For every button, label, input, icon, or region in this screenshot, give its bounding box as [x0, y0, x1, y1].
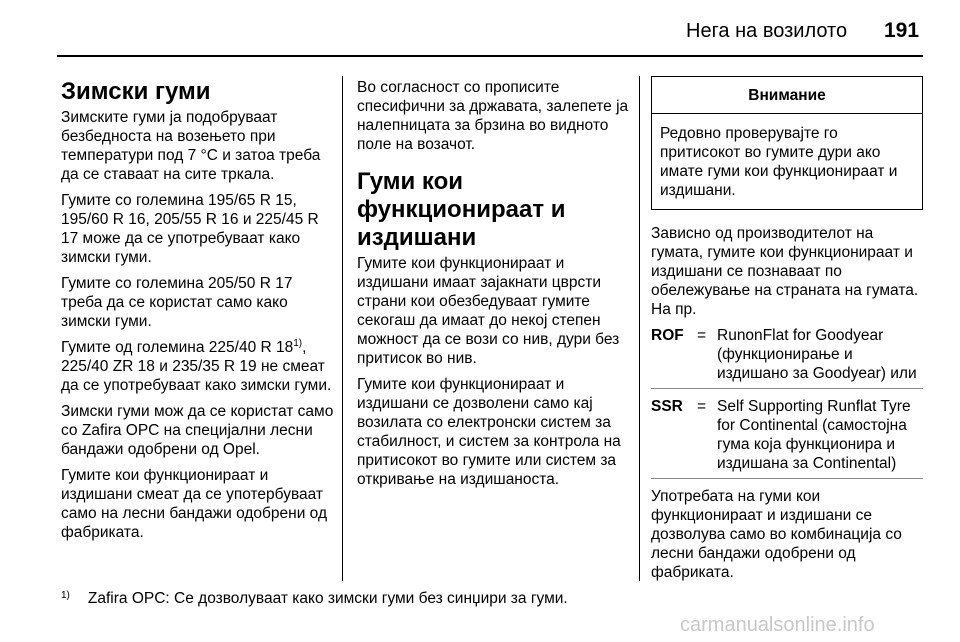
caution-text: Редовно проверувајте го притисокот во гумите дури ако имате гуми кои функционираат и издишани.: [660, 125, 898, 199]
paragraph-with-footnote: [61, 338, 337, 395]
footnote: [61, 590, 568, 608]
left-column: [61, 78, 337, 549]
abbreviation-divider: [651, 388, 923, 389]
winter-tyres-heading: Зимски гуми: [61, 78, 211, 105]
abbreviation-value: RunonFlat for Goodyear (функционирање и издишано за Goodyear) или: [717, 327, 917, 382]
page-number: 191: [884, 19, 920, 42]
runflat-tyres-heading: Гуми кои функционираат и издишани: [357, 168, 566, 251]
middle-column: [357, 78, 632, 496]
paragraph: Во согласност со прописите спесифични за државата, залепете ја налепницата за брзина во видното поле на возачот.: [357, 79, 629, 153]
abbreviation-row-rof: [651, 326, 923, 383]
header-rule: [57, 55, 923, 57]
abbreviation-key: SSR: [651, 398, 683, 415]
abbreviation-row-ssr: [651, 397, 923, 473]
abbreviation-divider: [651, 478, 923, 479]
caution-title: Внимание: [652, 77, 922, 114]
footnote-mark: 1): [61, 590, 70, 601]
paragraph-text: , 225/40 ZR 18 и 235/35 R 19 не смеат да се употребуваат како зимски гуми.: [61, 339, 332, 394]
abbreviation-value: Self Supporting Runflat Tyre for Continental (самостојна гума која функционира и издишана за Continental): [717, 398, 911, 472]
right-column: [651, 76, 923, 589]
footnote-reference[interactable]: 1): [293, 337, 303, 349]
column-divider-left: [342, 76, 343, 581]
paragraph: Зависно од производителот на гумата, гумите кои функционираат и издишани се познаваат по обележување на страната на гумата. На пр.: [651, 225, 919, 318]
paragraph: Гумите кои функционираат и издишани имаат зајакнати цврсти страни кои обезбедуваат гумите секогаш да имаат до некој степен можност да се вози со нив, дури без притисок во нив.: [357, 255, 620, 367]
abbreviation-equals: =: [697, 327, 707, 344]
paragraph-text: Гумите од големина 225/40 R 18: [61, 339, 294, 356]
column-divider-right: [639, 76, 640, 581]
paragraph: Гумите кои функционираат и издишани се дозволени само кај возилата со електронски систем за стабилност, и систем за контрола на притисокот во гумите или систем за откривање на издишаноста.: [357, 376, 621, 488]
paragraph: Зимските гуми ја подобруваат безбедноста на возењето при температури под 7 °C и затоа треба да се ставаат на сите тркала.: [61, 109, 321, 183]
abbreviation-key: ROF: [651, 327, 684, 344]
footnote-text: Zafira OPC: Се дозволуваат како зимски гуми без синџири за гуми.: [87, 590, 568, 607]
chapter-title: Нега на возилото: [686, 20, 848, 42]
paragraph: Гумите со големина 205/50 R 17 треба да се користат само како зимски гуми.: [61, 275, 293, 330]
caution-box: [651, 76, 923, 210]
paragraph: Гумите со големина 195/65 R 15, 195/60 R 16, 205/55 R 16 и 225/45 R 17 може да се употребуваат како зимски гуми.: [61, 192, 319, 266]
watermark: carmanualsonline.info: [680, 614, 875, 636]
paragraph: Гумите кои функционираат и издишани смеат да се употербуваат само на лесни бандажи одобрени од фабриката.: [61, 467, 327, 541]
paragraph: Зимски гуми мож да се користат само со Zafira OPC на специјални лесни бандажи одобрени од Opel.: [61, 403, 334, 458]
abbreviation-equals: =: [697, 398, 707, 415]
paragraph: Употребата на гуми кои функционираат и издишани се дозволува само во комбинација со лесни бандажи одобрени од фабриката.: [651, 488, 902, 581]
